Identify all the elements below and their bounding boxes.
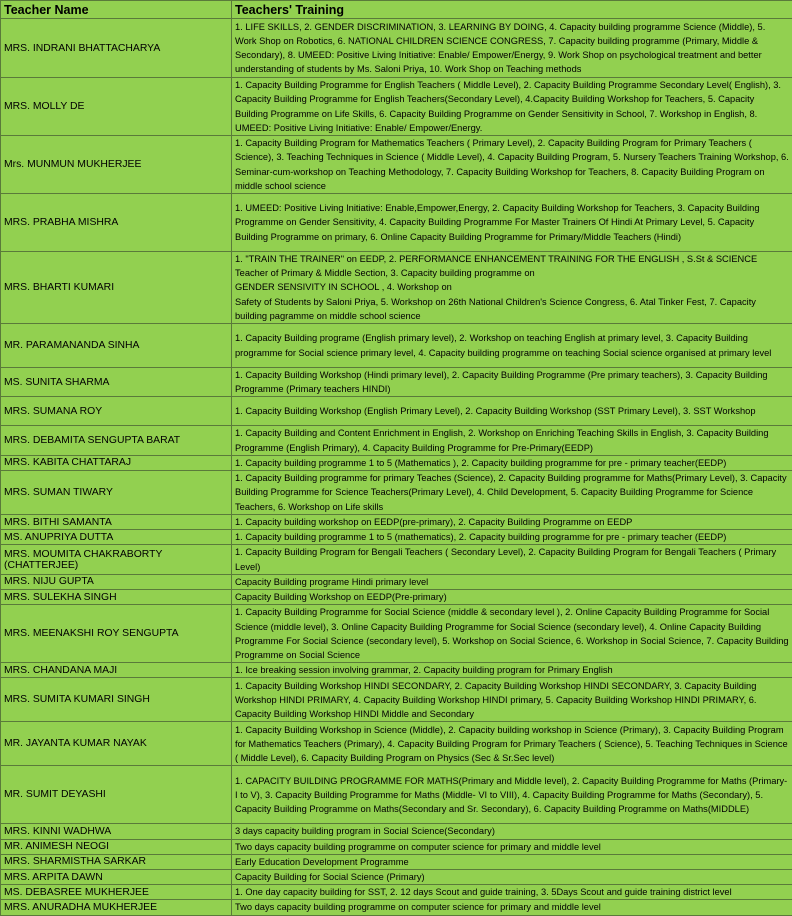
training-cell: 1. Ice breaking session involving grammar, 2. Capacity building program for Primary English [232,663,792,678]
training-cell: 1. LIFE SKILLS, 2. GENDER DISCRIMINATION, 3. LEARNING BY DOING, 4. Capacity building programme Science (Middle), 5. Work Shop on Robotics, 6. NATIONAL CHILDREN SCIENCE CONGRESS, 7. Capacity building programme (Primary, Middle & Secondary), 8. UMEED: Positive Living Initiative: Enable/ Empower/Energy, 9. Work Shop on psychological treatment and better understanding of students by Ms. Saloni Priya, 10. Work Shop on Teaching methods [232,19,792,78]
table-row [1,605,792,663]
training-cell: 1. Capacity Building Programme for Social Science (middle & secondary level ), 2. Online Capacity Building Programme for Social Science (middle level), 3. Online Capacity Building Programme for Social Science (secondary level), 4. Online Capacity Building Programme For Social Science (secondary level), 5. Workshop on Social Science, 6. Workshop in Social Science, 7. Capacity Building Programme on Social Science [232,605,792,663]
table-row [1,678,792,722]
teacher-name-cell: MRS. MOUMITA CHAKRABORTY (CHATTERJEE) [1,545,232,574]
teacher-name-cell: Mrs. MUNMUN MUKHERJEE [1,136,232,194]
table-row [1,397,792,426]
teacher-name-cell: MRS. SULEKHA SINGH [1,590,232,605]
table-row [1,854,792,869]
header-teacher-name: Teacher Name [1,1,232,19]
training-cell: 1. UMEED: Positive Living Initiative: Enable,Empower,Energy, 2. Capacity Building Workshop for Teachers, 3. Capacity Building Programme on Gender Sensitivity, 4. Capacity Building Programme For Master Trainers Of Hindi At Primary Level, 5. Capacity Building Programme on primary, 6. Online Capacity Building Programme for Primary/Middle Teachers (Hindi) [232,194,792,252]
teacher-name-cell: MRS. KINNI WADHWA [1,824,232,839]
training-cell: 1. Capacity Building Program for Mathematics Teachers ( Primary Level), 2. Capacity Building Program for Primary Teachers ( Science), 3. Teaching Techniques in Science ( Middle Level), 4. Capacity Building Program, 5. Nursery Teachers Training Workshop, 6. Seminar-cum-workshop on Teaching Methodology, 7. Capacity Building Workshop for Teachers, 8. Capacity Building Program on middle school science [232,136,792,194]
training-cell: 1. Capacity Building Workshop (English Primary Level), 2. Capacity Building Workshop (SST Primary Level), 3. SST Workshop [232,397,792,426]
training-cell: 1. Capacity Building programe (English primary level), 2. Workshop on teaching English at primary level, 3. Capacity Building programme for Social science primary level, 4. Capacity building programme on teaching Social science organised at primary level [232,324,792,368]
training-cell: 3 days capacity building program in Social Science(Secondary) [232,824,792,839]
header-teachers-training: Teachers' Training [232,1,792,19]
table-row [1,252,792,324]
teacher-name-cell: MS. ANUPRIYA DUTTA [1,530,232,545]
table-row [1,766,792,824]
table-row [1,19,792,78]
teacher-name-cell: MS. SUNITA SHARMA [1,368,232,397]
training-cell: Capacity Building programe Hindi primary level [232,574,792,589]
training-cell: Two days capacity building programme on computer science for primary and middle level [232,900,792,915]
training-cell: 1. Capacity Building Workshop in Science (Middle), 2. Capacity building workshop in Science (Primary), 3. Capacity Building Program for Mathematics Teachers (Primary), 4. Capacity Building Program for Primary Teachers ( Science), 5. Teaching Techniques in Science ( Middle Level), 6. Capacity Building Program on Physics (Sec & Sr.Sec level) [232,722,792,766]
training-cell: 1. Capacity Building Workshop HINDI SECONDARY, 2. Capacity Building Workshop HINDI SECONDARY, 3. Capacity Building Workshop HINDI PRIMARY, 4. Capacity Building Workshop HINDI primary, 5. Capacity Building Workshop HINDI PRIMARY, 6. Capacity Building Workshop HINDI Middle and Secondary [232,678,792,722]
table-row [1,722,792,766]
table-row [1,870,792,885]
table-row [1,590,792,605]
training-cell: 1. Capacity Building Workshop (Hindi primary level), 2. Capacity Building Programme (Pre primary teachers), 3. Capacity Building Programme (Primary teachers HINDI) [232,368,792,397]
table-row [1,455,792,470]
table-row [1,663,792,678]
teacher-name-cell: MRS. KABITA CHATTARAJ [1,455,232,470]
teacher-name-cell: MRS. DEBAMITA SENGUPTA BARAT [1,426,232,455]
teacher-name-cell: MRS. SUMANA ROY [1,397,232,426]
table-row [1,324,792,368]
training-cell: 1. Capacity Building Programme for English Teachers ( Middle Level), 2. Capacity Building Programme Secondary Level( English), 3. Capacity Building Programme for English Teachers(Secondary Level), 4.Capacity Building Workshop for Teachers, 5. Capacity Building Programme on Life Skills, 6. Capacity Building Programme on Gender Sensitivity in School, 7. Workshop in English, 8. UMEED: Positive Living Initiative: Enable/ Empower/Energy. [232,78,792,136]
table-row [1,530,792,545]
table-row [1,78,792,136]
training-cell: 1. Capacity Building and Content Enrichment in English, 2. Workshop on Enriching Teaching Skills in English, 3. Capacity Building Programme (English Primary), 4. Capacity Building Programme for Pre-Primary(EEDP) [232,426,792,455]
teacher-name-cell: MR. PARAMANANDA SINHA [1,324,232,368]
training-cell: 1. Capacity Building Program for Bengali Teachers ( Secondary Level), 2. Capacity Building Program for Bengali Teachers ( Primary Level) [232,545,792,574]
teacher-name-cell: MS. DEBASREE MUKHERJEE [1,885,232,900]
table-row [1,574,792,589]
teacher-name-cell: MRS. ARPITA DAWN [1,870,232,885]
training-cell: 1. Capacity building workshop on EEDP(pre-primary), 2. Capacity Building Programme on EEDP [232,515,792,530]
teacher-name-cell: MRS. CHANDANA MAJI [1,663,232,678]
table-row [1,839,792,854]
teacher-name-cell: MRS. MEENAKSHI ROY SENGUPTA [1,605,232,663]
teacher-name-cell: MRS. BITHI SAMANTA [1,515,232,530]
training-cell: 1. One day capacity building for SST, 2. 12 days Scout and guide training, 3. 5Days Scout and guide training district level [232,885,792,900]
teacher-name-cell: MRS. INDRANI BHATTACHARYA [1,19,232,78]
table-row [1,545,792,574]
table-row [1,824,792,839]
teacher-name-cell: MR. ANIMESH NEOGI [1,839,232,854]
table-row [1,368,792,397]
table-row [1,515,792,530]
teacher-name-cell: MRS. MOLLY DE [1,78,232,136]
table-row [1,136,792,194]
table-row [1,471,792,515]
training-cell: 1. Capacity building programme 1 to 5 (Mathematics ), 2. Capacity building programme for pre - primary teacher(EEDP) [232,455,792,470]
training-cell: 1. Capacity Building programme for primary Teaches (Science), 2. Capacity Building programme for Maths(Primary Level), 3. Capacity Building Programme for Science Teachers(Primary Level), 4. Child Development, 5. Capacity Building Programme for Science Teachers, 6. Workshop on Life skills [232,471,792,515]
teacher-name-cell: MRS. NIJU GUPTA [1,574,232,589]
table-row [1,885,792,900]
training-cell: 1. Capacity building programme 1 to 5 (mathematics), 2. Capacity building programme for pre - primary teacher (EEDP) [232,530,792,545]
teacher-name-cell: MRS. PRABHA MISHRA [1,194,232,252]
training-cell: Early Education Development Programme [232,854,792,869]
teacher-name-cell: MRS. BHARTI KUMARI [1,252,232,324]
teacher-name-cell: MR. SUMIT DEYASHI [1,766,232,824]
training-cell: Capacity Building for Social Science (Primary) [232,870,792,885]
teacher-name-cell: MRS. SHARMISTHA SARKAR [1,854,232,869]
training-cell: 1. CAPACITY BUILDING PROGRAMME FOR MATHS(Primary and Middle level), 2. Capacity Building Programme for Maths (Primary- I to V), 3. Capacity Building Programme for Maths (Middle- VI to VIII), 4. Capacity Building Programme for Maths (Secondary), 5. Capacity Building Programme on Maths(Secondary and Sr. Secondary), 6. Capacity Building Programme on Maths(MIDDLE) [232,766,792,824]
teacher-name-cell: MRS. SUMAN TIWARY [1,471,232,515]
teacher-name-cell: MRS. SUMITA KUMARI SINGH [1,678,232,722]
table-row [1,426,792,455]
table-row [1,900,792,915]
teacher-name-cell: MRS. ANURADHA MUKHERJEE [1,900,232,915]
training-cell: Two days capacity building programme on computer science for primary and middle level [232,839,792,854]
training-cell: Capacity Building Workshop on EEDP(Pre-primary) [232,590,792,605]
header-row [1,1,792,19]
teacher-name-cell: MR. JAYANTA KUMAR NAYAK [1,722,232,766]
training-cell: 1. "TRAIN THE TRAINER" on EEDP, 2. PERFORMANCE ENHANCEMENT TRAINING FOR THE ENGLISH , S.St & SCIENCE Teacher of Primary & Middle Section, 3. Capacity building programme on GENDER SENSIVITY IN SCHOOL , 4. Workshop on Safety of Students by Saloni Priya, 5. Workshop on 26th National Children's Science Congress, 6. Atal Tinker Fest, 7. Capacity building pagramme on middle school science [232,252,792,324]
table-row [1,194,792,252]
